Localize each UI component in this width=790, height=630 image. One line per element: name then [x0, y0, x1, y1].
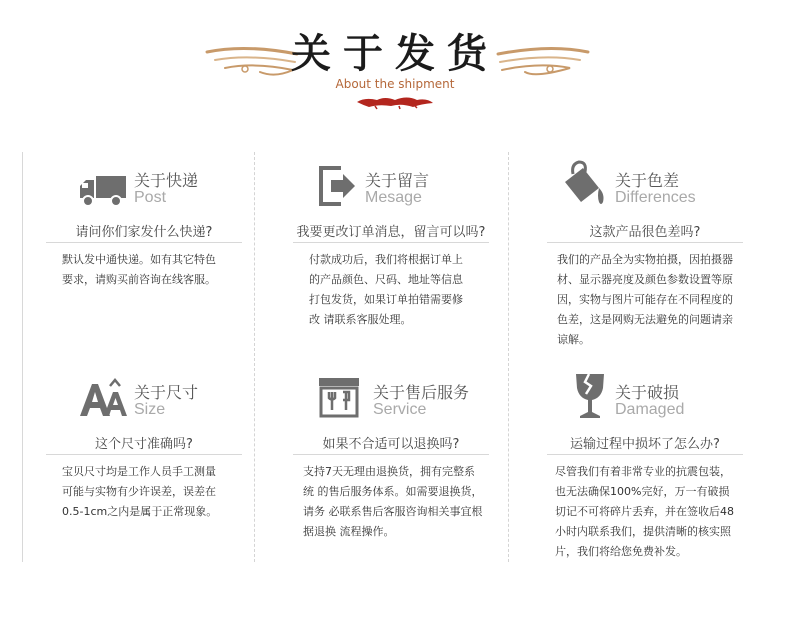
card-question: 这个尺寸准确吗? [95, 437, 193, 452]
faq-card-damaged [527, 364, 763, 564]
card-body: 宝贝尺寸均是工作人员手工测量可能与实物有少许误差，误差在0.5-1cm之内是属于正常现象。 [62, 465, 218, 518]
paint-bucket-icon [559, 160, 609, 208]
card-body: 支持7天无理由退换货，拥有完整系统 的售后服务体系。如需要退换货，请务 必联系售后客服咨询相关事宜根据退换 流程操作。 [303, 465, 483, 538]
ink-brush-stroke-icon [355, 94, 435, 110]
card-rule [547, 454, 743, 455]
faq-card-differences [527, 152, 763, 352]
card-title-cn: 关于售后服务 [373, 383, 470, 402]
faq-card-post [26, 152, 262, 352]
card-title-cn: 关于色差 [615, 171, 680, 190]
card-rule [293, 454, 489, 455]
font-size-icon [78, 378, 128, 418]
card-question: 我要更改订单消息，留言可以吗? [296, 225, 486, 240]
faq-card-size [26, 364, 262, 564]
faq-card-service [273, 364, 509, 564]
exit-message-icon [317, 164, 357, 208]
page-subtitle: About the shipment [335, 77, 455, 91]
card-title-en: Post [134, 189, 167, 206]
card-rule [46, 242, 242, 243]
service-box-icon [317, 376, 361, 418]
card-body: 默认发中通快递。如有其它特色要求，请购买前咨询在线客服。 [62, 253, 216, 286]
broken-glass-icon [573, 372, 607, 420]
card-question: 这款产品很色差吗? [589, 225, 701, 240]
card-question: 如果不合适可以退换吗? [322, 437, 460, 452]
card-rule [547, 242, 743, 243]
card-rule [46, 454, 242, 455]
card-title-en: Service [373, 401, 427, 418]
page-title: 关于发货 [291, 30, 499, 77]
card-title-cn: 关于尺寸 [134, 383, 199, 402]
faq-grid [22, 152, 767, 564]
card-title-en: Mesage [365, 189, 422, 206]
card-body: 付款成功后，我们将根据订单上的产品颜色、尺码、地址等信息打包发货，如果订单拍错需要修改 请联系客服处理。 [309, 253, 463, 326]
card-title-en: Differences [615, 189, 696, 206]
card-title-cn: 关于快递 [134, 171, 199, 190]
faq-card-message [273, 152, 509, 352]
card-question: 运输过程中损坏了怎么办? [570, 437, 720, 452]
card-body: 我们的产品全为实物拍摄，因拍摄器材、显示器亮度及颜色参数设置等原因，实物与图片可能存在不同程度的色差，这是网购无法避免的问题请亲谅解。 [557, 253, 733, 346]
card-question: 请问你们家发什么快递? [75, 225, 213, 240]
section-header [0, 0, 790, 122]
truck-icon [78, 174, 128, 208]
card-title-en: Size [134, 401, 166, 418]
card-title-cn: 关于破损 [615, 383, 680, 402]
grid-divider [22, 152, 23, 562]
card-body: 尽管我们有着非常专业的抗震包装，也无法确保100%完好，万一有破损 切记不可将碎片丢弃，并在签收后48 小时内联系我们，提供清晰的核实照片，我们将给您免费补发。 [555, 465, 734, 558]
card-title-en: Damaged [615, 401, 685, 418]
card-title-cn: 关于留言 [365, 171, 430, 190]
card-rule [293, 242, 489, 243]
